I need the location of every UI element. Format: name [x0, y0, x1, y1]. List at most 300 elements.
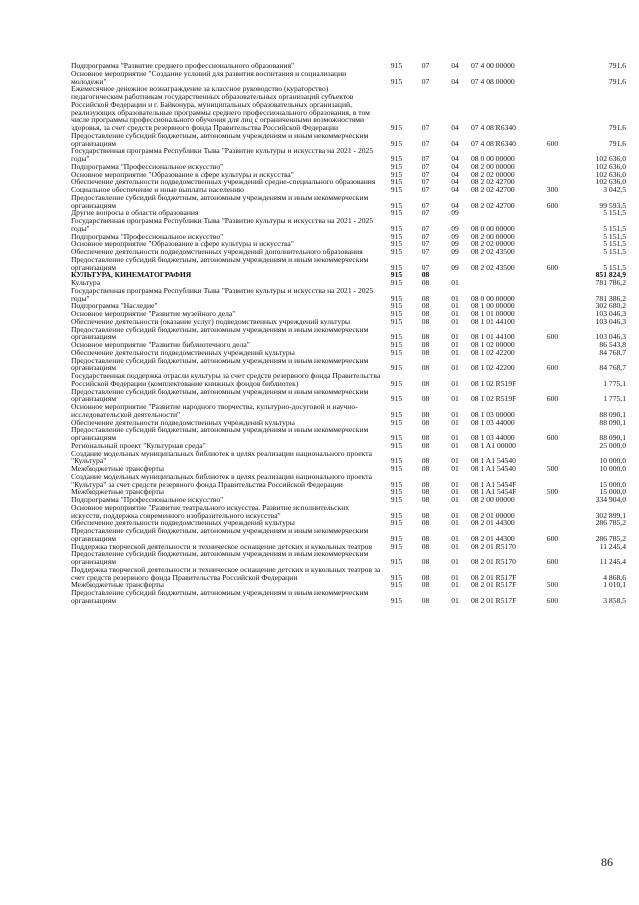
item-name: Поддержка творческой деятельности и техническое оснащение детских и кукольных театров: [71, 541, 373, 551]
grbs-code: 915: [390, 572, 403, 582]
expense-type-code: 600: [546, 557, 559, 566]
expense-type-code: 600: [546, 138, 559, 148]
section-code: 08: [421, 541, 430, 551]
expense-type-code: 600: [546, 394, 559, 404]
table-row: [71, 287, 626, 303]
target-article-code: [471, 209, 539, 217]
target-article-code: 08 1 03 44000: [471, 417, 515, 427]
table-row: [71, 85, 626, 132]
item-name: Государственная программа Республики Тыва "Развитие культуры и искусства на 2021 - 2025 годы": [71, 285, 374, 303]
section-code: 08: [421, 557, 430, 566]
item-name: Социальное обеспечение и иные выплаты населению: [71, 185, 244, 194]
expense-type-code: [539, 349, 566, 357]
expense-type-code: [539, 341, 566, 349]
grbs-code: 915: [390, 208, 403, 218]
target-article-code: 08 2 00 00000: [471, 161, 515, 171]
amount: 103 046,3: [595, 309, 626, 318]
subsection-code: 09: [451, 262, 459, 272]
amount: 1 010,1: [603, 580, 626, 590]
table-row: [71, 566, 626, 582]
section-code: 07: [421, 239, 430, 249]
grbs-code: 915: [390, 316, 403, 326]
amount: 3 858,5: [603, 595, 626, 605]
section-code: 07: [421, 200, 430, 210]
amount: 102 636,0: [595, 154, 626, 163]
item-name: Обеспечение деятельности подведомственных учреждений дополнительного образования: [71, 247, 363, 256]
target-article-code: 07 4 08 00000: [471, 76, 515, 86]
section-code: 08: [421, 347, 430, 357]
item-name: Поддержка творческой деятельности и техническое оснащение детских и кукольных театров за счет средств резервного фонда Правительства Российской Федерации: [71, 564, 381, 582]
table-row: [71, 388, 626, 404]
table-row: [71, 450, 626, 466]
amount: 11 245,4: [599, 541, 626, 551]
grbs-code: 915: [390, 363, 403, 373]
subsection-code: 01: [451, 417, 459, 427]
subsection-code: 01: [451, 518, 459, 528]
amount: 25 000,0: [599, 440, 626, 450]
target-article-code: 08 0 00 00000: [471, 223, 515, 233]
grbs-code: 915: [390, 557, 403, 566]
section-code: 08: [421, 394, 430, 404]
expense-type-code: 500: [546, 580, 559, 590]
amount: 781 386,2: [595, 293, 626, 303]
amount: 102 636,0: [595, 177, 626, 187]
item-name: Подпрограмма "Профессиональное искусство": [71, 231, 224, 241]
item-name: Предоставление субсидий бюджетным, автономным учреждениям и иным некоммерческим организациям: [71, 425, 369, 442]
grbs-code: 915: [390, 495, 403, 504]
section-code: 08: [421, 572, 430, 582]
grbs-code: 915: [390, 417, 403, 427]
target-article-code: 08 2 02 42700: [471, 200, 515, 210]
section-code: 08: [421, 464, 430, 473]
expense-type-code: 500: [546, 487, 559, 497]
item-name: Другие вопросы в области образования: [71, 208, 199, 218]
subsection-code: 01: [451, 487, 459, 497]
item-name: Подпрограмма "Профессиональное искусство": [71, 161, 224, 171]
expense-type-code: 500: [546, 464, 559, 473]
target-article-code: 08 2 01 R5170: [471, 541, 516, 551]
expense-type-code: [539, 171, 566, 179]
target-article-code: 08 2 01 R517F: [471, 580, 517, 590]
table-row: [71, 357, 626, 373]
section-code: 07: [421, 138, 430, 148]
target-article-code: 08 2 00 00000: [471, 231, 515, 241]
amount: 791,6: [608, 76, 626, 86]
expense-type-code: [539, 372, 566, 388]
amount: 5 151,5: [603, 231, 626, 241]
expense-type-code: 600: [546, 595, 559, 605]
item-name: Межбюджетные трансферты: [71, 580, 164, 590]
grbs-code: 915: [390, 595, 403, 605]
item-name: Создание модельных муниципальных библиотек в целях реализации национального проекта "Культура": [71, 448, 372, 466]
subsection-code: 01: [451, 301, 459, 311]
grbs-code: 915: [390, 456, 403, 466]
grbs-code: 915: [390, 262, 403, 272]
expense-type-code: [539, 209, 566, 217]
amount: 10 000,0: [599, 456, 626, 466]
item-name: Ежемесячное денежное вознаграждение за классное руководство (кураторство) педагогическим работникам государственных образовательных организаций субъектов Российской Федерации и г. Байконура, муниципальных образовательных организаций, реализующих образовательные программы среднего профессионального образования, в том числе программы профессионального обучения для лиц с ограниченными возможностями здоровья, за счет средств резервного фонда Правительства Российской Федерации: [71, 84, 370, 132]
expense-type-code: [539, 302, 566, 310]
section-code: 08: [421, 580, 430, 590]
grbs-code: 915: [390, 433, 403, 442]
amount: 5 151,5: [603, 208, 626, 218]
expense-type-code: [539, 403, 566, 419]
expense-type-code: 300: [546, 185, 559, 194]
expense-type-code: [539, 217, 566, 233]
grbs-code: 915: [390, 332, 403, 342]
grbs-code: 915: [390, 169, 403, 179]
amount: 5 151,5: [603, 247, 626, 256]
section-code: 08: [421, 510, 430, 520]
subsection-code: 09: [451, 239, 459, 249]
expense-type-code: [539, 419, 566, 427]
section-code: 07: [421, 262, 430, 272]
target-article-code: 07 4 08 R6340: [471, 138, 516, 148]
section-code: 08: [421, 278, 430, 287]
grbs-code: 915: [390, 154, 403, 163]
expense-type-code: 600: [546, 200, 559, 210]
subsection-code: 01: [451, 409, 459, 419]
target-article-code: 08 1 01 44100: [471, 332, 515, 342]
section-code: 07: [421, 247, 430, 256]
expense-type-code: [539, 519, 566, 527]
subsection-code: 01: [451, 440, 459, 450]
expense-type-code: 600: [546, 363, 559, 373]
section-code: 08: [421, 533, 430, 543]
item-name: Государственная программа Республики Тыва "Развитие культуры и искусства на 2021 - 2025 годы": [71, 216, 374, 233]
subsection-code: 01: [451, 347, 459, 357]
item-name: Обеспечение деятельности подведомственных учреждений культуры: [71, 518, 295, 528]
amount: 5 151,5: [603, 262, 626, 272]
expense-type-code: [539, 504, 566, 520]
section-code: 08: [421, 595, 430, 605]
grbs-code: 915: [390, 518, 403, 528]
item-name: Подпрограмма "Профессиональное искусство": [71, 495, 224, 504]
section-code: 08: [421, 293, 430, 303]
expense-type-code: 600: [546, 332, 559, 342]
amount: 286 785,2: [595, 518, 626, 528]
target-article-code: 08 1 A1 54540: [471, 456, 516, 466]
section-code: 07: [421, 169, 430, 179]
expense-type-code: [539, 310, 566, 318]
section-code: 07: [421, 231, 430, 241]
amount: 851 824,9: [595, 270, 626, 280]
grbs-code: 915: [390, 61, 403, 70]
grbs-code: 915: [390, 394, 403, 404]
amount: 88 090,1: [599, 417, 626, 427]
target-article-code: 08 1 02 42200: [471, 363, 515, 373]
target-article-code: 08 0 00 00000: [471, 154, 515, 163]
subsection-code: 01: [451, 479, 459, 489]
subsection-code: 04: [451, 169, 459, 179]
grbs-code: 915: [390, 200, 403, 210]
grbs-code: 915: [390, 76, 403, 86]
section-code: 08: [421, 270, 430, 280]
table-row: [71, 504, 626, 520]
table-row: [71, 589, 626, 605]
section-code: 07: [421, 76, 430, 86]
section-code: 08: [421, 332, 430, 342]
grbs-code: 915: [390, 270, 403, 280]
amount: 84 768,7: [599, 363, 626, 373]
item-name: Предоставление субсидий бюджетным, автономным учреждениям и иным некоммерческим организациям: [71, 549, 369, 566]
subsection-code: 01: [451, 293, 459, 303]
expense-type-code: [539, 279, 566, 287]
grbs-code: 915: [390, 510, 403, 520]
item-name: Предоставление субсидий бюджетным, автономным учреждениям и иным некоммерческим организациям: [71, 130, 369, 148]
grbs-code: 915: [390, 185, 403, 194]
target-article-code: 08 1 02 00000: [471, 340, 515, 349]
amount: 791,6: [608, 123, 626, 132]
expense-type-code: [539, 233, 566, 241]
target-article-code: 08 1 02 R519F: [471, 394, 517, 404]
target-article-code: 08 1 01 00000: [471, 309, 515, 318]
item-name: Подпрограмма "Развитие среднего профессионального образования": [71, 61, 295, 70]
target-article-code: 08 1 03 00000: [471, 409, 515, 419]
subsection-code: 04: [451, 138, 459, 148]
subsection-code: 01: [451, 572, 459, 582]
section-code: 08: [421, 495, 430, 504]
target-article-code: 08 2 01 R517F: [471, 595, 517, 605]
table-row: [71, 70, 626, 86]
item-name: Основное мероприятие "Развитие народного творчества, культурно-досуговой и научно-исследовательской деятельности": [71, 402, 358, 419]
item-name: Государственная поддержка отрасли культуры за счет средств резервного фонда Правительства Российской Федерации (комплектование книжных фондов библиотек): [71, 371, 381, 388]
grbs-code: 915: [390, 309, 403, 318]
target-article-code: 08 1 A1 5454F: [471, 487, 517, 497]
expense-type-code: [539, 70, 566, 86]
grbs-code: 915: [390, 580, 403, 590]
expense-type-code: [539, 496, 566, 504]
item-name: КУЛЬТУРА, КИНЕМАТОГРАФИЯ: [71, 270, 192, 280]
target-article-code: 08 0 00 00000: [471, 293, 515, 303]
target-article-code: 08 2 01 44300: [471, 533, 515, 543]
table-row: [71, 256, 626, 272]
amount: 99 593,5: [599, 200, 626, 210]
grbs-code: 915: [390, 247, 403, 256]
grbs-code: 915: [390, 541, 403, 551]
section-code: 08: [421, 363, 430, 373]
item-name: Основное мероприятие "Развитие библиотечного дела": [71, 340, 250, 349]
target-article-code: 08 2 01 00000: [471, 510, 515, 520]
target-article-code: 08 1 00 00000: [471, 301, 515, 311]
expense-type-code: [539, 147, 566, 163]
item-name: Обеспечение деятельности подведомственных учреждений культуры: [71, 417, 295, 427]
grbs-code: 915: [390, 301, 403, 311]
target-article-code: 07 4 00 00000: [471, 61, 515, 70]
subsection-code: 09: [451, 247, 459, 256]
expense-type-code: [539, 318, 566, 326]
expense-type-code: [539, 442, 566, 450]
grbs-code: 915: [390, 161, 403, 171]
target-article-code: 08 2 00 00000: [471, 495, 515, 504]
target-article-code: 08 2 01 R517F: [471, 572, 517, 582]
target-article-code: 08 2 02 42700: [471, 185, 515, 194]
subsection-code: 09: [451, 208, 459, 218]
expense-type-code: [539, 450, 566, 466]
item-name: Основное мероприятие "Образование в сфере культуры и искусства": [71, 239, 294, 249]
amount: 1 775,1: [603, 394, 626, 404]
item-name: Предоставление субсидий бюджетным, автономным учреждениям и иным некоммерческим организациям: [71, 386, 369, 404]
item-name: Основное мероприятие "Развитие музейного дела": [71, 309, 236, 318]
target-article-code: 08 2 01 44300: [471, 518, 515, 528]
subsection-code: 01: [451, 464, 459, 473]
target-article-code: [471, 271, 539, 279]
amount: 102 636,0: [595, 161, 626, 171]
subsection-code: 01: [451, 378, 459, 388]
subsection-code: 04: [451, 161, 459, 171]
item-name: Предоставление субсидий бюджетным, автономным учреждениям и иным некоммерческим организациям: [71, 324, 369, 342]
grbs-code: 915: [390, 487, 403, 497]
grbs-code: 915: [390, 177, 403, 187]
target-article-code: 08 1 02 42200: [471, 347, 515, 357]
item-name: Обеспечение деятельности (оказание услуг) подведомственных учреждений культуры: [71, 316, 351, 326]
section-code: 08: [421, 409, 430, 419]
target-article-code: 08 1 02 R519F: [471, 378, 517, 388]
amount: 86 543,8: [599, 340, 626, 349]
expense-type-code: 600: [546, 262, 559, 272]
amount: 15 000,0: [599, 479, 626, 489]
table-row: [71, 132, 626, 148]
grbs-code: 915: [390, 138, 403, 148]
amount: 3 042,5: [603, 185, 626, 194]
item-name: Обеспечение деятельности подведомственных учреждений средне-специального образования: [71, 177, 376, 187]
table-row: [71, 403, 626, 419]
expense-type-code: [539, 287, 566, 303]
item-name: Предоставление субсидий бюджетным, автономным учреждениям и иным некоммерческим организациям: [71, 588, 369, 605]
amount: 302 899,1: [595, 510, 626, 520]
expense-type-code: [539, 543, 566, 551]
subsection-code: 01: [451, 533, 459, 543]
section-code: 07: [421, 208, 430, 218]
item-name: Основное мероприятие "Создание условий для развития воспитания и социализации молодежи": [71, 68, 347, 86]
item-name: Межбюджетные трансферты: [71, 487, 164, 497]
amount: 10 000,0: [599, 464, 626, 473]
grbs-code: 915: [390, 239, 403, 249]
subsection-code: 01: [451, 394, 459, 404]
table-row: [71, 271, 626, 279]
subsection-code: 04: [451, 76, 459, 86]
expense-type-code: [539, 248, 566, 256]
amount: 88 090,1: [599, 409, 626, 419]
expense-type-code: [539, 85, 566, 132]
subsection-code: 01: [451, 510, 459, 520]
subsection-code: 01: [451, 278, 459, 287]
table-row: [71, 527, 626, 543]
grbs-code: 915: [390, 347, 403, 357]
amount: 791,6: [608, 61, 626, 70]
target-article-code: 08 1 03 44000: [471, 433, 515, 442]
section-code: 08: [421, 340, 430, 349]
grbs-code: 915: [390, 533, 403, 543]
subsection-code: 01: [451, 541, 459, 551]
item-name: Создание модельных муниципальных библиотек в целях реализации национального проекта "Культура" за счет средств резервного фонда Правительства Российской Федерации: [71, 471, 372, 489]
subsection-code: 04: [451, 154, 459, 163]
grbs-code: 915: [390, 440, 403, 450]
subsection-code: 09: [451, 231, 459, 241]
subsection-code: 04: [451, 123, 459, 132]
amount: 15 000,0: [599, 487, 626, 497]
expense-type-code: [539, 271, 566, 279]
expense-type-code: [539, 473, 566, 489]
section-code: 08: [421, 301, 430, 311]
target-article-code: 08 2 02 43500: [471, 262, 515, 272]
target-article-code: 08 1 A1 54540: [471, 464, 516, 473]
item-name: Предоставление субсидий бюджетным, автономным учреждениям и иным некоммерческим организациям: [71, 254, 369, 272]
table-row: [71, 473, 626, 489]
section-code: 07: [421, 154, 430, 163]
amount: 334 904,0: [595, 495, 626, 504]
subsection-code: 01: [451, 309, 459, 318]
item-name: Межбюджетные трансферты: [71, 464, 164, 473]
grbs-code: 915: [390, 409, 403, 419]
target-article-code: 08 2 02 00000: [471, 239, 515, 249]
amount: 791,6: [608, 138, 626, 148]
amount: 102 636,0: [595, 169, 626, 179]
item-name: Государственная программа Республики Тыва "Развитие культуры и искусства на 2021 - 2025 годы": [71, 146, 374, 163]
item-name: Обеспечение деятельности подведомственных учреждений культуры: [71, 347, 295, 357]
grbs-code: 915: [390, 340, 403, 349]
table-row: [71, 194, 626, 210]
grbs-code: 915: [390, 378, 403, 388]
target-article-code: 08 2 01 R5170: [471, 557, 516, 566]
amount: 88 090,1: [599, 433, 626, 442]
subsection-code: 01: [451, 495, 459, 504]
item-name: Предоставление субсидий бюджетным, автономным учреждениям и иным некоммерческим организациям: [71, 355, 369, 373]
amount: 5 151,5: [603, 239, 626, 249]
section-code: 08: [421, 378, 430, 388]
expense-type-code: 600: [546, 433, 559, 442]
expense-type-code: [539, 62, 566, 70]
item-name: Региональный проект "Культурная среда": [71, 440, 206, 450]
subsection-code: 01: [451, 595, 459, 605]
section-code: 07: [421, 177, 430, 187]
amount: 781 786,2: [595, 278, 626, 287]
subsection-code: 01: [451, 316, 459, 326]
table-row: [71, 426, 626, 442]
item-name: Основное мероприятие "Образование в сфере культуры и искусства": [71, 169, 294, 179]
amount: 103 046,3: [595, 332, 626, 342]
expense-type-code: [539, 240, 566, 248]
budget-table: [71, 62, 626, 605]
table-row: [71, 326, 626, 342]
item-name: Основное мероприятие "Развитие театрального искусства. Развитие исполнительских искусств, поддержка современного изобразительного искусства": [71, 502, 350, 520]
subsection-code: 01: [451, 557, 459, 566]
subsection-code: 04: [451, 200, 459, 210]
grbs-code: 915: [390, 278, 403, 287]
subsection-code: 01: [451, 456, 459, 466]
section-code: 08: [421, 440, 430, 450]
target-article-code: 08 2 02 00000: [471, 169, 515, 179]
target-article-code: 08 2 02 42700: [471, 177, 515, 187]
subsection-code: 01: [451, 580, 459, 590]
section-code: 08: [421, 433, 430, 442]
target-article-code: 08 1 A1 5454F: [471, 479, 517, 489]
section-code: 07: [421, 123, 430, 132]
section-code: 08: [421, 417, 430, 427]
section-code: 07: [421, 61, 430, 70]
section-code: 08: [421, 309, 430, 318]
subsection-code: 01: [451, 433, 459, 442]
amount: 5 151,5: [603, 223, 626, 233]
expense-type-code: 600: [546, 533, 559, 543]
section-code: 08: [421, 518, 430, 528]
table-row: [71, 147, 626, 163]
amount: 103 046,3: [595, 316, 626, 326]
section-code: 07: [421, 161, 430, 171]
table-row: [71, 217, 626, 233]
section-code: 07: [421, 223, 430, 233]
section-code: 07: [421, 185, 430, 194]
